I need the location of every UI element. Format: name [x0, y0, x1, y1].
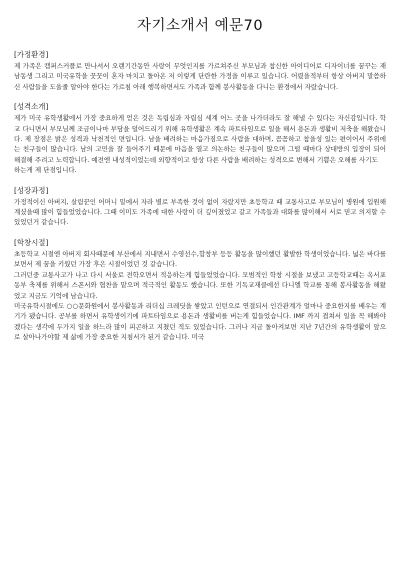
section-growth [14, 185, 386, 228]
paragraph: 하는게 제 단점입니다. [14, 166, 77, 175]
section-school [14, 237, 386, 343]
section-family [14, 49, 386, 92]
paragraph: 미국유학시절에도 ○○문화원에서 봉사활동과 리더십 크레딧을 쌓았고 인턴으로 연결되서 인간관계가 얼마나 중요한지를 배우는 계기가 됐습니다. 공부를 하면서 유학생이기에 파트타임으로 용돈과 생활비를 버는게 힘들었습니다. IMF 까지 겹쳐서 일을 꼭 해봐야겠다는 생각에 두가지 일을 하느라 많이 피곤하고 지쳤던 적도 있었습니다. 그러나 지금 돌아켜보면 지난 7년간의 유학생활이 앞으로 살아나가야할 제 삶에 가장 중요한 지침서가 된거 같습니다. 미국 [14, 301, 386, 342]
paragraph: 그러던중 교통사고가 나고 다시 서울로 전학오면서 적응하는게 힘들었었습니다. 모범적인 학창 시절을 보냈고 고등학교때는 옥서포동부 축제를 위해서 스폰서와 협찬을 맡으며 적극적인 활동도 했습니다. 또한 기독교재클에선 다니엘 학교를 통해 봉사활동을 해왔었고 지금도 기억에 남습니다. [14, 270, 386, 300]
section-heading: [학창시절] [14, 237, 49, 247]
paragraph: 제가 미국 유학생활에서 가장 중요하게 얻은 것은 독립심과 자립심 세계 어느 곳을 나가더라도 잘 해낼 수 있다는 자신감입니다. 학교 다니면서 부모님께 조금이나마 부담을 덜어드리기 위해 유학생활은 계속 파트타임으로 일을 해서 용돈과 생활비 저축을 해왔습니다. 제 장점은 밝은 성격과 낙천적인 면입니다. 남을 배려하는 마음가짐으로 사람을 대하며, 꼼꼼하고 참을성 있는 편이어서 주위에는 친구들이 많습니다. 남의 고민을 잘 들어주기 때문에 마음을 열고 의논하는 친구들이 많으며 그럴 때마다 상대방의 입장이 되어 해결해 주려고 노력합니다. 예전엔 내성적이었는데 외향적이고 항상 다른 사람을 배려하는 성격으로 변해서 기쁨은 오해를 사기도 [14, 114, 386, 164]
section-heading: [성격소개] [14, 102, 49, 112]
section-personality [14, 101, 386, 175]
section-heading: [성장과정] [14, 185, 49, 195]
section-heading: [가정환경] [14, 50, 49, 59]
paragraph: 가정적이신 아버지, 살림꾼인 어머니 밑에서 자라 별로 부족한 것이 없이 자랐지만 초등학교 때 교통사고로 부모님이 병원에 입원해 계셨을때 많이 힘들었었습니다. 그때 이미도 가족에 대한 사랑이 더 깊어졌었고 같고 가족들과 대화를 많이해서 서로 믿고 의지할 수 있었던거 같습니다. [14, 197, 386, 227]
paragraph: 제 가족은 캠퍼스커플로 만나셔서 오랜기간동안 사랑이 무엇인지를 가르쳐주신 부모님과 참신한 아이디어로 디자이너를 꿈꾸는 재남동생 그리고 미국유학을 꿋꿋이 혼자 마치고 돌아온 저 이렇게 단란한 가정을 이루고 있습니다. 어렸을적부터 항상 아버지 말씀하신 사람들을 도울줄 알아야 한다는 가르침 아래 행복하면서도 가족과 함께 봉사활동을 다니는 환경에서 자랐습니다. [14, 62, 386, 91]
document-title: 자기소개서 예문70 [136, 18, 264, 34]
paragraph: 초등학교 시절엔 아버지 회사때문에 부산에서 지내면서 수영선수,합창부 등등 활동을 많이했던 활발한 학생이었습니다. 넓은 바다를 보면서 제 꿈을 키웠던 가장 후은 시절이었던 것 같습니다. [14, 249, 386, 269]
